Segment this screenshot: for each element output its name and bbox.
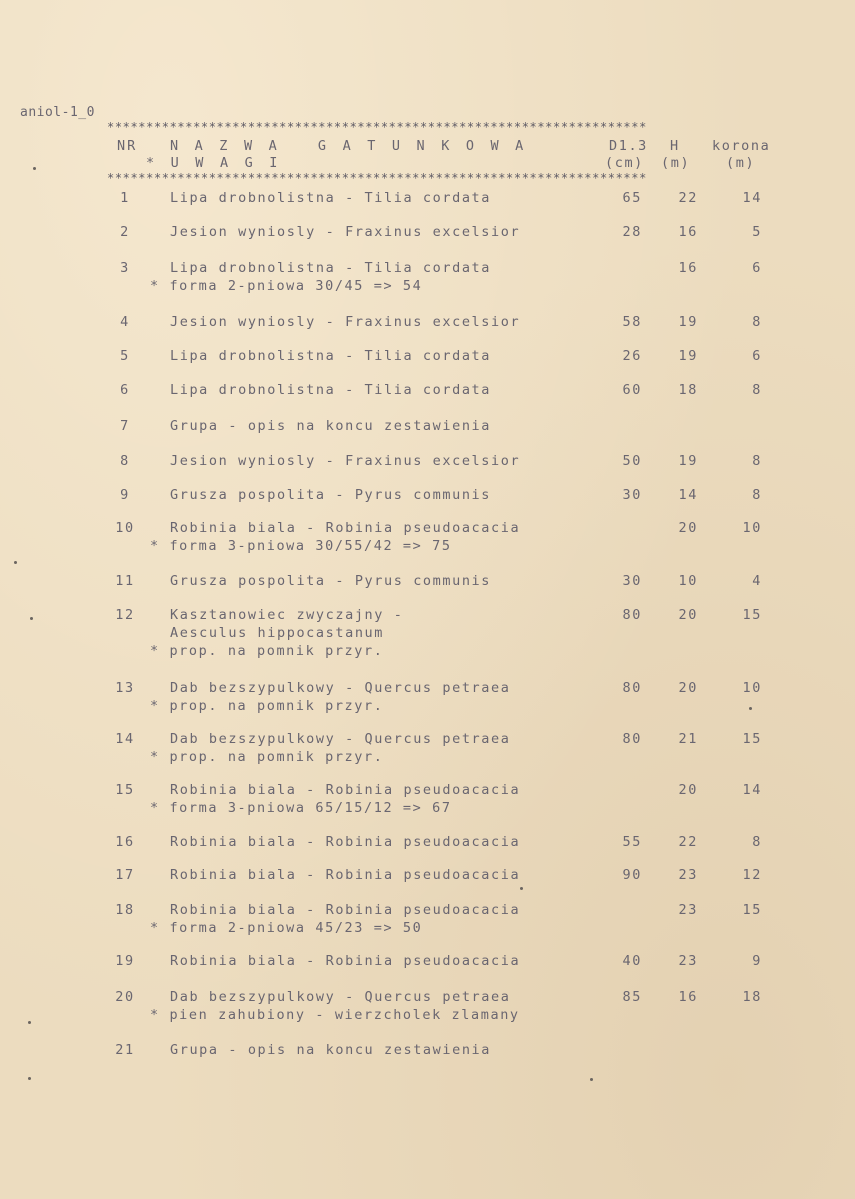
row-crown: 15 bbox=[742, 731, 762, 747]
row-crown: 9 bbox=[752, 953, 762, 969]
row-height: 23 bbox=[678, 902, 698, 918]
row-height: 22 bbox=[678, 190, 698, 206]
row-species-name: Grupa - opis na koncu zestawienia bbox=[170, 1042, 492, 1058]
row-number: 10 bbox=[115, 520, 135, 536]
row-height: 16 bbox=[678, 989, 698, 1005]
row-crown: 12 bbox=[742, 867, 762, 883]
row-height: 16 bbox=[678, 260, 698, 276]
row-species-name: Lipa drobnolistna - Tilia cordata bbox=[170, 348, 492, 364]
row-dbh: 90 bbox=[622, 867, 642, 883]
row-dbh: 80 bbox=[622, 607, 642, 623]
row-dbh: 55 bbox=[622, 834, 642, 850]
row-remark: * prop. na pomnik przyr. bbox=[150, 698, 384, 714]
row-height: 20 bbox=[678, 520, 698, 536]
row-dbh: 28 bbox=[622, 224, 642, 240]
row-number: 12 bbox=[115, 607, 135, 623]
row-number: 14 bbox=[115, 731, 135, 747]
row-species-name: Robinia biala - Robinia pseudoacacia bbox=[170, 834, 521, 850]
header-height-unit: (m) bbox=[661, 155, 691, 171]
row-number: 19 bbox=[115, 953, 135, 969]
row-number: 7 bbox=[120, 418, 130, 434]
row-number: 21 bbox=[115, 1042, 135, 1058]
row-species-name: Grusza pospolita - Pyrus communis bbox=[170, 487, 492, 503]
row-number: 5 bbox=[120, 348, 130, 364]
row-height: 23 bbox=[678, 867, 698, 883]
header-dbh-unit: (cm) bbox=[605, 155, 644, 171]
scan-speck bbox=[14, 561, 17, 564]
row-height: 18 bbox=[678, 382, 698, 398]
row-number: 3 bbox=[120, 260, 130, 276]
scan-speck bbox=[33, 167, 36, 170]
header-rule-bottom: ********************************************************************* bbox=[107, 171, 647, 185]
document-label: aniol-1_0 bbox=[20, 105, 95, 120]
row-height: 22 bbox=[678, 834, 698, 850]
header-dbh: D1.3 bbox=[609, 138, 648, 154]
row-remark: * forma 2-pniowa 30/45 => 54 bbox=[150, 278, 423, 294]
row-dbh: 85 bbox=[622, 989, 642, 1005]
row-remark: * prop. na pomnik przyr. bbox=[150, 643, 384, 659]
row-remark: * forma 2-pniowa 45/23 => 50 bbox=[150, 920, 423, 936]
row-dbh: 65 bbox=[622, 190, 642, 206]
row-crown: 8 bbox=[752, 834, 762, 850]
scan-speck bbox=[749, 707, 752, 710]
row-crown: 6 bbox=[752, 260, 762, 276]
row-species-name: Dab bezszypulkowy - Quercus petraea bbox=[170, 731, 511, 747]
row-crown: 10 bbox=[742, 680, 762, 696]
row-dbh: 30 bbox=[622, 573, 642, 589]
row-height: 19 bbox=[678, 453, 698, 469]
row-height: 23 bbox=[678, 953, 698, 969]
row-species-name: Kasztanowiec zwyczajny - bbox=[170, 607, 404, 623]
row-species-name: Jesion wyniosly - Fraxinus excelsior bbox=[170, 314, 521, 330]
row-crown: 8 bbox=[752, 453, 762, 469]
row-height: 14 bbox=[678, 487, 698, 503]
row-number: 16 bbox=[115, 834, 135, 850]
row-dbh: 80 bbox=[622, 680, 642, 696]
row-dbh: 58 bbox=[622, 314, 642, 330]
row-dbh: 40 bbox=[622, 953, 642, 969]
row-number: 13 bbox=[115, 680, 135, 696]
row-number: 2 bbox=[120, 224, 130, 240]
header-species-name: N A Z W A G A T U N K O W A bbox=[170, 138, 528, 154]
row-height: 19 bbox=[678, 314, 698, 330]
row-height: 16 bbox=[678, 224, 698, 240]
row-number: 1 bbox=[120, 190, 130, 206]
row-crown: 15 bbox=[742, 607, 762, 623]
row-species-name: Lipa drobnolistna - Tilia cordata bbox=[170, 382, 492, 398]
row-number: 9 bbox=[120, 487, 130, 503]
header-crown: korona bbox=[712, 138, 771, 154]
row-dbh: 80 bbox=[622, 731, 642, 747]
row-species-name: Robinia biala - Robinia pseudoacacia bbox=[170, 902, 521, 918]
row-dbh: 50 bbox=[622, 453, 642, 469]
row-number: 15 bbox=[115, 782, 135, 798]
row-number: 11 bbox=[115, 573, 135, 589]
header-nr: NR bbox=[117, 138, 138, 154]
row-species-name: Jesion wyniosly - Fraxinus excelsior bbox=[170, 224, 521, 240]
row-height: 19 bbox=[678, 348, 698, 364]
scan-speck bbox=[28, 1077, 31, 1080]
header-height: H bbox=[670, 138, 680, 154]
row-remark: * forma 3-pniowa 65/15/12 => 67 bbox=[150, 800, 452, 816]
row-species-name: Lipa drobnolistna - Tilia cordata bbox=[170, 190, 492, 206]
row-crown: 14 bbox=[742, 782, 762, 798]
scan-speck bbox=[30, 617, 33, 620]
row-crown: 6 bbox=[752, 348, 762, 364]
header-rule-top: ********************************************************************* bbox=[107, 120, 647, 134]
row-crown: 8 bbox=[752, 487, 762, 503]
row-species-name: Robinia biala - Robinia pseudoacacia bbox=[170, 520, 521, 536]
row-dbh: 26 bbox=[622, 348, 642, 364]
row-crown: 4 bbox=[752, 573, 762, 589]
row-dbh: 30 bbox=[622, 487, 642, 503]
row-species-name: Robinia biala - Robinia pseudoacacia bbox=[170, 953, 521, 969]
row-height: 20 bbox=[678, 680, 698, 696]
row-number: 8 bbox=[120, 453, 130, 469]
row-species-name: Grupa - opis na koncu zestawienia bbox=[170, 418, 492, 434]
row-remark: * prop. na pomnik przyr. bbox=[150, 749, 384, 765]
row-height: 20 bbox=[678, 607, 698, 623]
row-crown: 10 bbox=[742, 520, 762, 536]
row-species-name-cont: Aesculus hippocastanum bbox=[170, 625, 385, 641]
header-crown-unit: (m) bbox=[726, 155, 756, 171]
row-crown: 18 bbox=[742, 989, 762, 1005]
row-species-name: Lipa drobnolistna - Tilia cordata bbox=[170, 260, 492, 276]
row-species-name: Robinia biala - Robinia pseudoacacia bbox=[170, 782, 521, 798]
row-species-name: Dab bezszypulkowy - Quercus petraea bbox=[170, 680, 511, 696]
row-species-name: Dab bezszypulkowy - Quercus petraea bbox=[170, 989, 511, 1005]
row-remark: * pien zahubiony - wierzcholek zlamany bbox=[150, 1007, 520, 1023]
row-crown: 15 bbox=[742, 902, 762, 918]
row-height: 21 bbox=[678, 731, 698, 747]
row-crown: 5 bbox=[752, 224, 762, 240]
row-dbh: 60 bbox=[622, 382, 642, 398]
scan-speck bbox=[590, 1078, 593, 1081]
header-remarks: * U W A G I bbox=[146, 155, 282, 171]
row-number: 4 bbox=[120, 314, 130, 330]
row-crown: 8 bbox=[752, 382, 762, 398]
row-number: 18 bbox=[115, 902, 135, 918]
row-remark: * forma 3-pniowa 30/55/42 => 75 bbox=[150, 538, 452, 554]
scan-speck bbox=[28, 1021, 31, 1024]
row-height: 10 bbox=[678, 573, 698, 589]
row-number: 20 bbox=[115, 989, 135, 1005]
row-crown: 8 bbox=[752, 314, 762, 330]
row-height: 20 bbox=[678, 782, 698, 798]
row-crown: 14 bbox=[742, 190, 762, 206]
row-species-name: Robinia biala - Robinia pseudoacacia bbox=[170, 867, 521, 883]
row-species-name: Jesion wyniosly - Fraxinus excelsior bbox=[170, 453, 521, 469]
row-number: 6 bbox=[120, 382, 130, 398]
row-species-name: Grusza pospolita - Pyrus communis bbox=[170, 573, 492, 589]
scan-speck bbox=[520, 887, 523, 890]
row-number: 17 bbox=[115, 867, 135, 883]
